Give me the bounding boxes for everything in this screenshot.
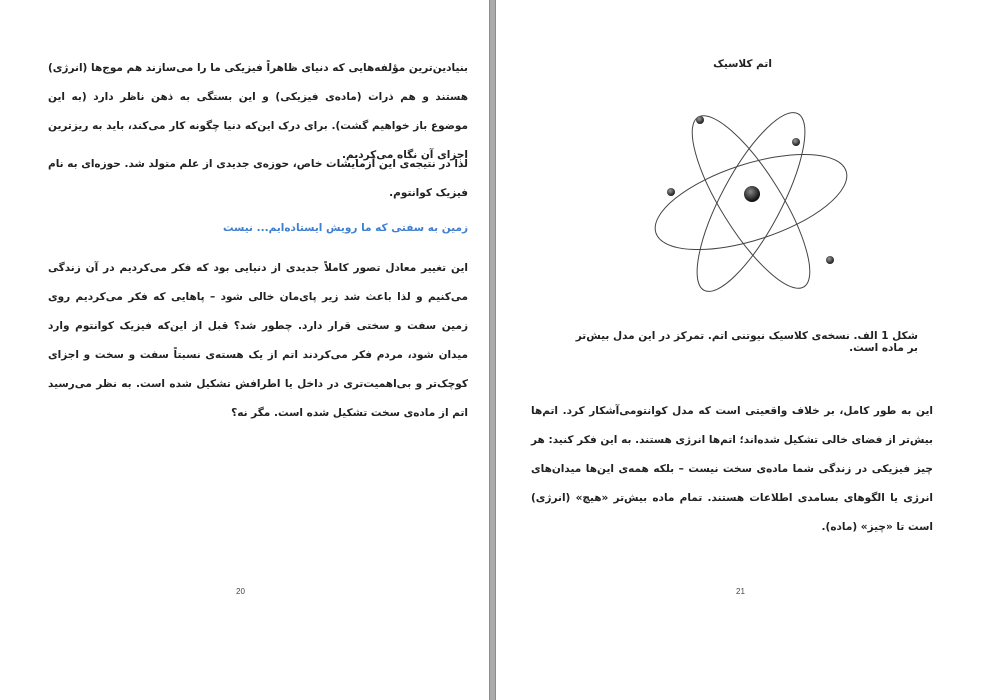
left-paragraph-2: لذا در نتیجه‌ی این آزمایشات خاص، حوزه‌ی جدیدی از علم متولد شد. حوزه‌ای به نام فیزیک کوانتوم.: [48, 158, 468, 199]
electron-2: [792, 138, 800, 146]
page-number-left: 20: [236, 587, 245, 596]
left-paragraph-1: بنیادین‌ترین مؤلفه‌هایی که دنیای ظاهراً فیزیکی ما را می‌سازند هم موج‌ها (انرژی) هستند و هم ذرات (ماده‌ی فیزیکی) و این بستگی به ذهن ناظر دارد (به این موضوع باز خواهیم گشت). برای درک این‌که دنیا چگونه کار می‌کند، باید به ریزترین اجزای آن نگاه می‌کردیم.: [48, 62, 468, 161]
left-paragraph-3: این تغییر معادل تصور کاملاً جدیدی از دنیایی بود که فکر می‌کردیم در آن زندگی می‌کنیم و لذا باعث شد زیر پای‌مان خالی شود – پاهایی که فکر می‌کردیم روی زمین سفت و سختی قرار دارد. چطور شد؟ قبل از این‌که فیزیک کوانتوم وارد میدان شود، مردم فکر می‌کردند اتم از یک هسته‌ی نسبتاً سفت و سخت و اجزای کوچک‌تر و بی‌اهمیت‌تری در داخل یا اطرافش تشکیل شده است. به نظر می‌رسید اتم از ماده‌ی سخت تشکیل شده است. مگر نه؟: [48, 262, 468, 419]
nucleus: [744, 186, 760, 202]
atom-figure: [646, 100, 856, 305]
page-number-right: 21: [736, 587, 745, 596]
orbit-1: [646, 135, 856, 269]
figure-caption: شکل 1 الف. نسخه‌ی کلاسیک نیوتنی اتم. تمرکز در این مدل بیش‌تر بر ماده است.: [575, 330, 918, 354]
left-page: [0, 0, 489, 700]
orbit-2: [673, 101, 830, 302]
section-heading: زمین به سفتی که ما رویش ایستاده‌ایم... نیست: [222, 222, 468, 234]
right-paragraph-1: این به طور کامل، بر خلاف واقعیتی است که مدل کوانتومی‌آشکار کرد. اتم‌ها بیش‌تر از فضای خالی تشکیل شده‌اند؛ اتم‌ها انرژی هستند. به این فکر کنید: هر چیز فیزیکی در زندگی شما ماده‌ی سخت نیست – بلکه همه‌ی این‌ها میدان‌های انرژی یا الگوهای بسامدی اطلاعات هستند. تمام ماده بیش‌تر «هیچ» (انرژی) است تا «چیز» (ماده).: [531, 405, 933, 533]
orbit-3: [678, 100, 825, 304]
electron-1: [696, 116, 704, 124]
figure-title: اتم کلاسیک: [713, 58, 772, 70]
electron-4: [826, 256, 834, 264]
electron-3: [667, 188, 675, 196]
right-page: [496, 0, 989, 700]
gutter-divider-left: [489, 0, 490, 700]
